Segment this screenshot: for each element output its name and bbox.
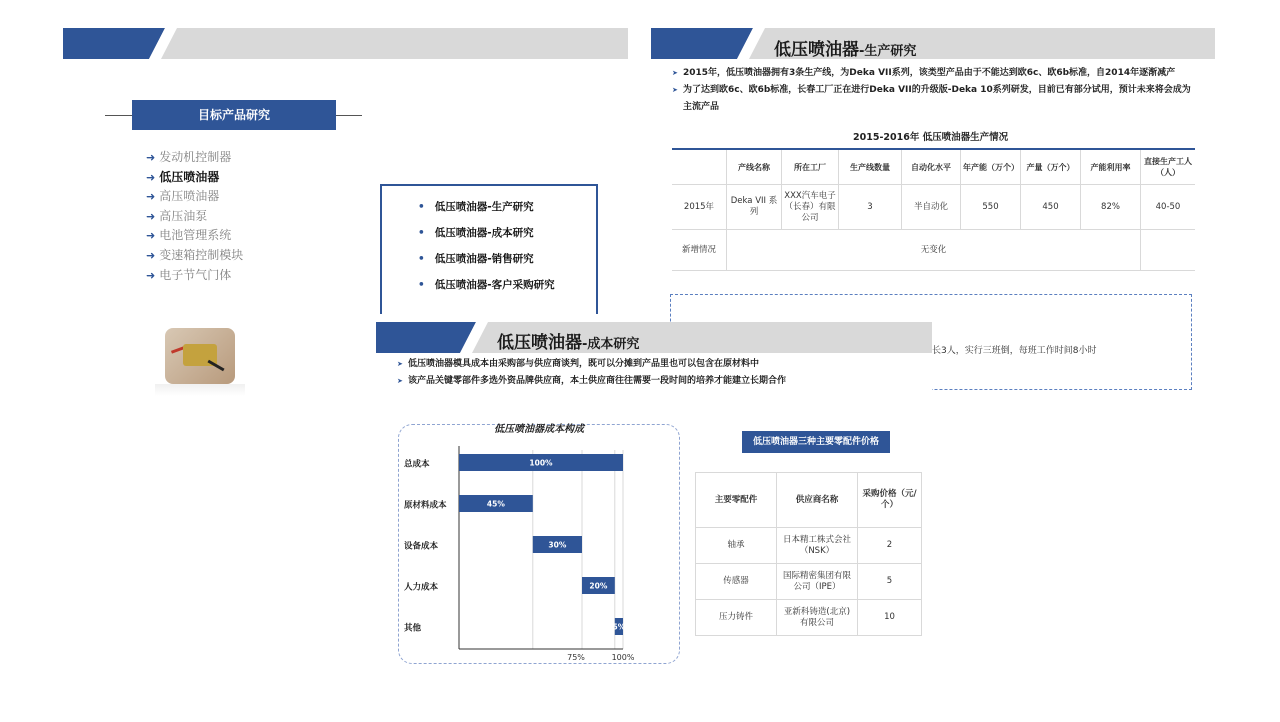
data-label: 5% bbox=[612, 622, 626, 632]
arrow-right-icon: ➜ bbox=[146, 209, 156, 223]
heading-rule-right bbox=[336, 115, 362, 116]
chart-title: 低压喷油器成本构成 bbox=[494, 424, 584, 435]
photo-reflection bbox=[155, 384, 245, 396]
topic-item[interactable]: • 低压喷油器-成本研究 bbox=[418, 227, 534, 239]
bullet-icon: • bbox=[418, 279, 425, 291]
arrow-right-icon: ➜ bbox=[146, 229, 156, 243]
topic-item[interactable]: • 低压喷油器-销售研究 bbox=[418, 253, 534, 265]
parts-price-table bbox=[695, 472, 922, 636]
injector-photo bbox=[165, 328, 235, 384]
bullet-icon: • bbox=[418, 253, 425, 265]
table-header: 产能利用率 bbox=[1081, 149, 1141, 185]
table-row: 压力铸件 亚新科铸造(北京)有限公司 10 bbox=[696, 600, 922, 636]
arrow-right-icon: ➜ bbox=[146, 151, 156, 164]
left-header-bar bbox=[63, 28, 628, 59]
category-label: 总成本 bbox=[404, 459, 430, 470]
table-header: 采购价格（元/个） bbox=[858, 473, 922, 528]
topic-box bbox=[380, 184, 598, 314]
bullet-item: ➤ 2015年，低压喷油器拥有3条生产线，为Deka VII系列，该类型产品由于不能达到欧6c、欧6b标准，自2014年逐渐减产 bbox=[672, 65, 1197, 82]
table-row: 传感器 国际精密集团有限公司（IPE） 5 bbox=[696, 564, 922, 600]
menu-item[interactable]: ➜ 变速箱控制模块 bbox=[146, 247, 244, 262]
bullet-item: ➤ 低压喷油器模具成本由采购部与供应商谈判，既可以分摊到产品里也可以包含在原材料中 bbox=[397, 356, 927, 373]
tick-label: 75% bbox=[567, 653, 585, 662]
menu-item[interactable]: ➜ 电子节气门体 bbox=[146, 267, 232, 282]
heading-rule-left bbox=[105, 115, 133, 116]
category-label: 设备成本 bbox=[404, 541, 439, 552]
bullet-icon: • bbox=[418, 201, 425, 213]
table-header: 生产线数量 bbox=[839, 149, 902, 185]
table-row-note: 新增情况 无变化 bbox=[672, 230, 1195, 271]
data-label: 45% bbox=[486, 499, 505, 509]
section-heading: 目标产品研究 bbox=[132, 100, 336, 130]
bullet-item: ➤ 为了达到欧6c、欧6b标准，长春工厂正在进行Deka VII的升级版-Deka 10系列研发，目前已有部分试用，预计未来将会成为主流产品 bbox=[672, 82, 1197, 116]
cost-title: 低压喷油器-成本研究 bbox=[497, 333, 640, 353]
cost-header-bar bbox=[376, 322, 932, 353]
bullet-item: ➤ 该产品关键零部件多选外资品牌供应商，本土供应商往往需要一段时间的培养才能建立长期合作 bbox=[397, 373, 927, 390]
arrow-right-icon: ➜ bbox=[146, 170, 156, 184]
topic-item[interactable]: • 低压喷油器-客户采购研究 bbox=[418, 279, 555, 291]
production-header-bar bbox=[651, 28, 1215, 59]
table-header bbox=[672, 149, 727, 185]
table-header: 直接生产工人（人） bbox=[1141, 149, 1196, 185]
menu-item[interactable]: ➜ 发动机控制器 bbox=[146, 150, 232, 164]
arrow-right-icon: ➜ bbox=[146, 268, 156, 282]
menu-item-active[interactable]: ➜ 低压喷油器 bbox=[146, 169, 220, 184]
production-title: 低压喷油器-生产研究 bbox=[774, 40, 917, 60]
arrow-right-icon: ➜ bbox=[146, 190, 156, 204]
data-label: 100% bbox=[529, 458, 553, 468]
category-label: 人力成本 bbox=[404, 582, 439, 593]
menu-item[interactable]: ➜ 高压油泵 bbox=[146, 208, 208, 223]
table-header: 产量（万个） bbox=[1021, 149, 1081, 185]
cost-bullets bbox=[397, 356, 927, 390]
category-label: 其他 bbox=[404, 623, 422, 634]
category-label: 原材料成本 bbox=[404, 500, 447, 511]
bullet-icon: • bbox=[418, 227, 425, 239]
note-partial-text: 长3人，实行三班倒，每班工作时间8小时 bbox=[932, 346, 1097, 356]
table-header: 主要零配件 bbox=[696, 473, 777, 528]
table-header: 产线名称 bbox=[727, 149, 782, 185]
arrow-right-icon: ➜ bbox=[146, 248, 156, 262]
table-header: 自动化水平 bbox=[902, 149, 961, 185]
menu-item[interactable]: ➜ 高压喷油器 bbox=[146, 189, 220, 204]
table-header: 供应商名称 bbox=[777, 473, 858, 528]
data-label: 20% bbox=[589, 581, 608, 591]
tick-label: 100% bbox=[611, 653, 635, 662]
topic-item[interactable]: • 低压喷油器-生产研究 bbox=[418, 201, 534, 213]
production-bullets bbox=[672, 65, 1197, 116]
cost-composition-chart bbox=[398, 418, 680, 662]
table-row: 轴承 日本精工株式会社（NSK） 2 bbox=[696, 528, 922, 564]
production-table-title: 2015-2016年 低压喷油器生产情况 bbox=[853, 132, 1009, 143]
table-header: 所在工厂 bbox=[782, 149, 839, 185]
product-menu bbox=[146, 148, 243, 285]
data-label: 30% bbox=[548, 540, 567, 550]
production-table bbox=[672, 148, 1195, 271]
parts-price-title: 低压喷油器三种主要零配件价格 bbox=[742, 431, 890, 453]
menu-item[interactable]: ➜ 电池管理系统 bbox=[146, 228, 232, 243]
table-header: 年产能（万个） bbox=[961, 149, 1021, 185]
table-row: 2015年 Deka VII 系列 XXX汽车电子（长春）有限公司 3 半自动化 550 450 82% 40-50 bbox=[672, 185, 1195, 230]
